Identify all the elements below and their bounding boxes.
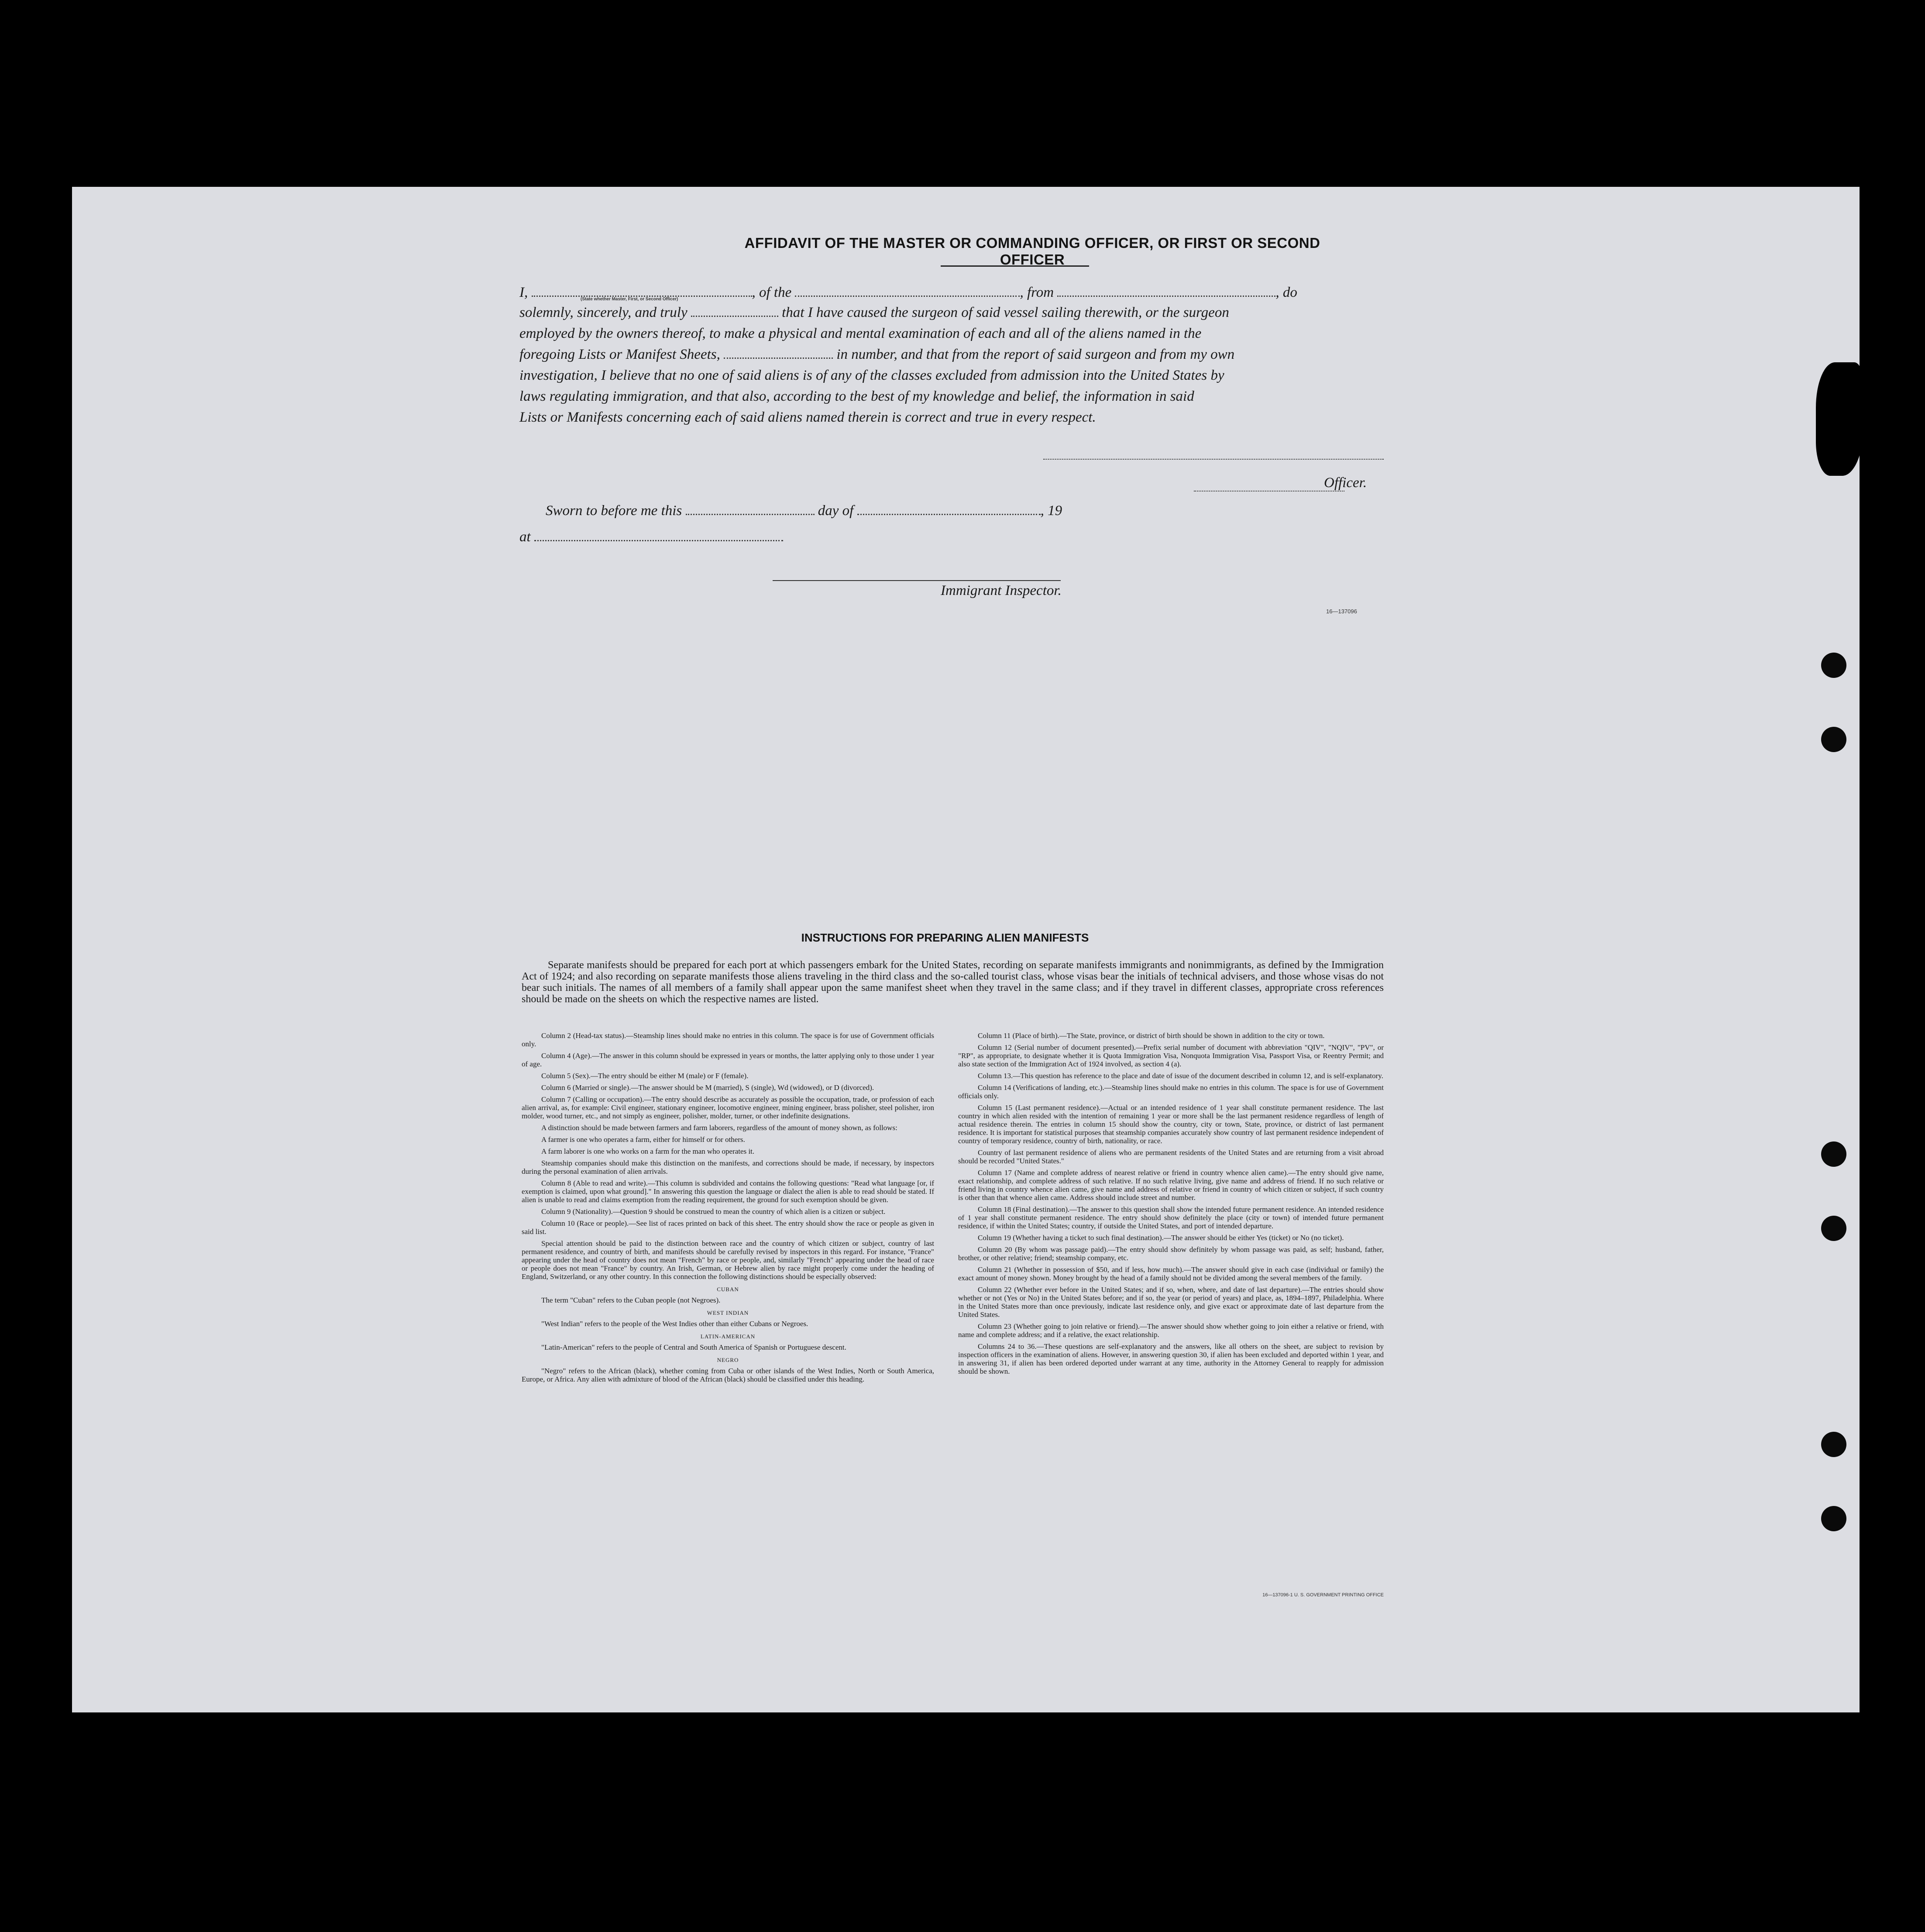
affidavit-line-3: employed by the owners thereof, to make a physical and mental examination of each and all of the aliens named in the [519,326,1202,341]
instruction-paragraph: Column 4 (Age).—The answer in this column should be expressed in years or months, the latter applying only to those under 1 year of age. [522,1052,934,1068]
instruction-paragraph: Column 8 (Able to read and write).—This column is subdivided and contains the following questions: "Read what language [or, if exemption is claimed, upon what ground]." In answering this question the language or dialect the alien is able to read should be stated. If alien is unable to read and claims exemption from the reading requirement, the ground for such exemption should be given. [522,1179,934,1204]
instructions-title: INSTRUCTIONS FOR PREPARING ALIEN MANIFESTS [801,931,1089,944]
binder-hole [1821,1432,1846,1457]
race-definition: "Negro" refers to the African (black), whether coming from Cuba or other islands of the West Indies, North or South America, Europe, or Africa. Any alien with admixture of blood of the African (black) should be classified under this heading. [522,1367,934,1383]
sworn-year-text: , 19 [1040,503,1062,519]
binder-hole [1821,1141,1846,1167]
instruction-paragraph: Column 17 (Name and complete address of nearest relative or friend in country whence alien came).—The entry should give name, exact relationship, and complete address of such relative. If no such relative living, give name and address of friend. If no such relative or friend living in country whence alien came, give name and address of relative or friend in country of which citizen or subject, if such country is other than that whence alien came. Address should include street and number. [958,1169,1384,1202]
instructions-intro: Separate manifests should be prepared for each port at which passengers embark for the United States, recording on separate manifests immigrants and nonimmigrants, as defined by the Immigration Act of 1924; and also recording on separate manifests those aliens traveling in the third class and the so-called tourist class, whose visas bear the initials of technical advisers, and those whose visas do not bear such initials. The names of all members of a family shall appear upon the same manifest sheet when they travel in the same class; and if they travel in different classes, appropriate cross references should be made on the sheets on which the respective names are listed. [522,959,1384,1005]
race-definition: The term "Cuban" refers to the Cuban people (not Negroes). [541,1296,721,1304]
instruction-paragraph: Column 14 (Verifications of landing, etc.).—Steamship lines should make no entries in this column. The space is for use of Government officials only. [958,1083,1384,1100]
sworn-text: day of [818,503,854,519]
torn-edge-mark [1816,362,1864,476]
inspector-label: Immigrant Inspector. [941,583,1062,598]
instructions-left-column [522,1031,934,1387]
manifest-sheet [72,187,1860,1712]
form-code-bottom: 16—137096-1 U. S. GOVERNMENT PRINTING OFFICE [1262,1592,1384,1598]
race-heading: NEGRO [717,1357,739,1363]
sworn-month-field[interactable] [857,510,1041,515]
affidavit-i: I, [519,285,528,300]
instruction-paragraph: Column 7 (Calling or occupation).—The entry should describe as accurately as possible the occupation, trade, or profession of each alien arrival, as, for example: Civil engineer, stationary engineer, locomotive engineer, mining engineer, brass polisher, steel polisher, iron molder, wood turner, etc., and not simply as engineer, polisher, molder, turner, or other indefinite designations. [522,1095,934,1120]
affidavit-text: solemnly, sincerely, and truly [519,305,688,320]
race-heading: LATIN-AMERICAN [700,1333,756,1340]
state-officer-note: (State whether Master, First, or Second Officer) [581,297,678,302]
inspector-signature-line[interactable] [773,580,1061,581]
instruction-paragraph: Column 5 (Sex).—The entry should be either M (male) or F (female). [541,1072,749,1080]
officer-rank-field[interactable] [532,292,752,297]
instruction-paragraph: Column 20 (By whom was passage paid).—The entry should show definitely by whom passage was paid, as self; husband, father, brother, or other relative; friend; steamship company, etc. [958,1245,1384,1262]
officer-label: Officer. [1324,475,1367,491]
instruction-paragraph: Country of last permanent residence of aliens who are permanent residents of the United States and are returning from a visit abroad should be recorded "United States." [958,1148,1384,1165]
sworn-day-field[interactable] [686,510,815,515]
instructions-right-column [958,1031,1384,1379]
instruction-paragraph: A distinction should be made between farmers and farm laborers, regardless of the amount of money shown, as follows: [541,1124,897,1132]
at-place-field[interactable] [534,536,783,541]
instruction-paragraph: Column 15 (Last permanent residence).—Actual or an intended residence of 1 year shall constitute permanent residence. The last country in which alien resided with the intention of remaining 1 year or more shall be the last permanent residence regardless of length of actual residence therein. The entries in column 15 should show the country, city or town, State, province, or district of last permanent residence. It is important for statistical purposes that steamship companies accurately show country of last permanent residence independent of country of temporary residence, country of birth, nationality, or race. [958,1104,1384,1145]
instruction-paragraph: Column 6 (Married or single).—The answer should be M (married), S (single), Wd (widowed), or D (divorced). [541,1083,874,1092]
instruction-paragraph: A farmer is one who operates a farm, either for himself or for others. [541,1135,745,1144]
affidavit-line-4 [519,346,1382,363]
affidavit-line-6: laws regulating immigration, and that also, according to the best of my knowledge and belief, the information in said [519,388,1194,404]
instruction-paragraph: Column 21 (Whether in possession of $50, and if less, how much).—The answer should give in each case (individual or family) the exact amount of money shown. Money brought by the head of a family should not be divided among the several members of the family. [958,1265,1384,1282]
instruction-paragraph: Column 19 (Whether having a ticket to such final destination).—The answer should be either Yes (ticket) or No (no ticket). [978,1234,1344,1242]
race-definition: "West Indian" refers to the people of the West Indies other than either Cubans or Negroes. [541,1320,808,1328]
at-label: at [519,529,531,545]
instruction-paragraph: Column 18 (Final destination).—The answer to this question shall show the intended future permanent residence. An intended residence of 1 year shall constitute permanent residence. The entry should show definitely the place (city or town) of intended future permanent residence, if within the United States; country, if outside the United States, and port of intended departure. [958,1205,1384,1230]
sheet-count-field[interactable] [724,354,833,359]
affidavit-text: in number, and that from the report of said surgeon and from my own [836,347,1235,362]
binder-hole [1821,727,1846,752]
instruction-paragraph: Column 13.—This question has reference to the place and date of issue of the document described in column 12, and is self-explanatory. [978,1072,1383,1080]
sworn-text: Sworn to before me this [546,503,682,519]
binder-hole [1821,653,1846,678]
affidavit-from: , from [1020,285,1054,300]
title-divider [941,265,1089,267]
affidavit-title: AFFIDAVIT OF THE MASTER OR COMMANDING OFFICER, OR FIRST OR SECOND OFFICER [744,235,1320,268]
affidavit-do: , do [1275,285,1297,300]
binder-hole [1821,1216,1846,1241]
affidavit-text: foregoing Lists or Manifest Sheets, [519,347,720,362]
affidavit-text: that I have caused the surgeon of said vessel sailing therewith, or the surgeon [782,305,1229,320]
instruction-paragraph: Column 23 (Whether going to join relative or friend).—The answer should show whether going to join either a relative or friend, with name and complete address; and if a relative, the exact relationship. [958,1322,1384,1339]
sworn-line [546,502,1113,519]
affidavit-of-the: , of the [752,285,792,300]
port-from-field[interactable] [1057,292,1275,297]
vessel-name-field[interactable] [795,292,1020,297]
instruction-paragraph: Column 22 (Whether ever before in the United States; and if so, when, where, and date of last departure).—The entries should show whether or not (Yes or No) in the United States before; and if so, the year (or period of years) and place, as, 1894–1897, Philadelphia. Where in the United States more than once previously, indicate last residence only, and give exact or approximate date of last departure from the United States. [958,1286,1384,1319]
instruction-paragraph: Column 12 (Serial number of document presented).—Prefix serial number of document with abbreviation "QIV", "NQIV", "PV", or "RP", as appropriate, to designate whether it is Quota Immigration Visa, Nonquota Immigration Visa, Passport Visa, or Reentry Permit; and also state section of the Immigration Act of 1924 involved, as section 4 (a). [958,1043,1384,1068]
race-heading: WEST INDIAN [707,1310,749,1316]
at-line [519,528,825,546]
instruction-paragraph: Special attention should be paid to the distinction between race and the country of which citizen or subject, country of last permanent residence, and country of birth, and manifests should be carefully revised by inspectors in this regard. For instance, "France" appearing under the head of country does not mean "French" by race or people, and, similarly "French" appearing under the head of race or people does not mean "France" by country. An Irish, German, or Hebrew alien by race might properly come under the heading of England, Switzerland, or any other country. In this connection the following distinctions should be especially observed: [522,1239,934,1281]
instruction-paragraph: Column 2 (Head-tax status).—Steamship lines should make no entries in this column. The space is for use of Government officials only. [522,1031,934,1048]
instruction-paragraph: Column 11 (Place of birth).—The State, province, or district of birth should be shown in addition to the city or town. [978,1031,1325,1040]
affidavit-line-7: Lists or Manifests concerning each of said aliens named therein is correct and true in every respect. [519,409,1096,425]
officer-signature-line[interactable] [1043,459,1384,460]
affidavit-line-5: investigation, I believe that no one of said aliens is of any of the classes excluded from admission into the United States by [519,368,1224,383]
instruction-paragraph: Columns 24 to 36.—These questions are self-explanatory and the answers, like all others on the sheet, are subject to revision by inspection officers in the examination of aliens. However, in answering question 30, if alien has been excluded and deported within 1 year, and in answering 31, if alien has been ordered deported under warrant at any time, authority in the Attorney General to reapply for admission should be shown. [958,1342,1384,1375]
affidavit-line-2 [519,304,1382,321]
instruction-paragraph: Steamship companies should make this distinction on the manifests, and corrections should be made, if necessary, by inspectors during the personal examination of alien arrivals. [522,1159,934,1176]
binder-hole [1821,1506,1846,1531]
race-heading: CUBAN [717,1286,739,1293]
instruction-paragraph: A farm laborer is one who works on a farm for the man who operates it. [541,1147,755,1155]
instruction-paragraph: Column 10 (Race or people).—See list of races printed on back of this sheet. The entry should show the race or people as given in said list. [522,1219,934,1236]
form-code-top: 16—137096 [1326,608,1357,615]
instruction-paragraph: Column 9 (Nationality).—Question 9 should be construed to mean the country of which alien is a citizen or subject. [541,1207,886,1216]
race-definition: "Latin-American" refers to the people of Central and South America of Spanish or Portuguese descent. [541,1343,846,1351]
truly-blank-field[interactable] [691,312,778,317]
officer-title-line[interactable] [1194,491,1344,492]
